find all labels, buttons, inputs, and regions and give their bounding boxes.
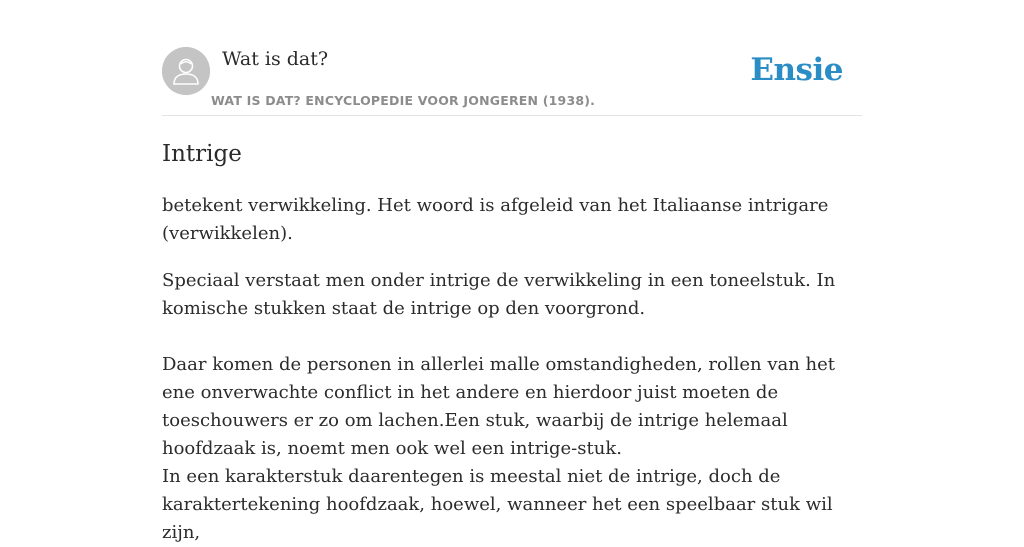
user-avatar-icon[interactable] [162,47,210,95]
source-subtitle[interactable]: WAT IS DAT? ENCYCLOPEDIE VOOR JONGEREN (1938). [211,93,596,108]
paragraph: betekent verwikkeling. Het woord is afgeleid van het Italiaanse intrigare (verwikkelen). [162,195,829,244]
paragraph: In een karakterstuk daarentegen is meestal niet de intrige, doch de karaktertekening hoofdzaak, hoewel, wanneer het een speelbaar stuk wil zijn, [162,466,833,543]
paragraph-spacer [162,323,862,351]
entry-title: Intrige [162,141,242,167]
entry-body [162,192,862,547]
ensie-logo[interactable]: Ensie [750,52,843,88]
paragraph: Daar komen de personen in allerlei malle omstandigheden, rollen van het ene onverwachte conflict in het andere en hierdoor juist moeten de toeschouwers er zo om lachen.Een stuk, waarbij de intrige helemaal hoofdzaak is, noemt men ook wel een intrige-stuk. [162,354,836,459]
source-header [162,47,862,116]
paragraph: Speciaal verstaat men onder intrige de verwikkeling in een toneelstuk. In komische stukken staat de intrige op den voorgrond. [162,270,836,319]
source-title[interactable]: Wat is dat? [222,48,329,70]
